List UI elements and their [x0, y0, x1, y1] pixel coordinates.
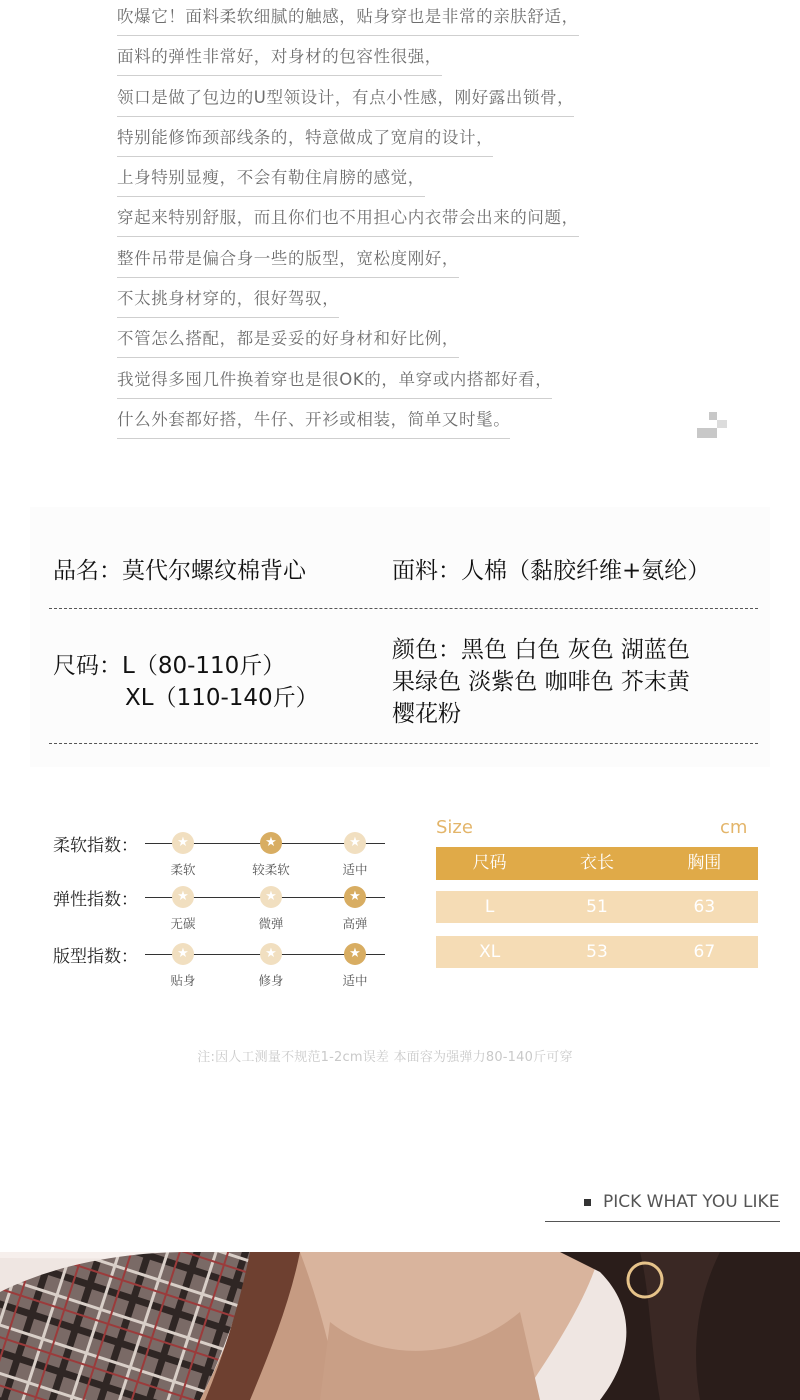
size-table-title: Size	[436, 817, 473, 838]
intro-line: 穿起来特别舒服，而且你们也不用担心内衣带会出来的问题，	[117, 201, 677, 241]
index-option-label: 适中	[342, 862, 368, 877]
square-bullet-icon	[584, 1199, 591, 1206]
table-cell: 67	[693, 942, 716, 962]
intro-line: 上身特别显瘦，不会有勒住肩膀的感觉，	[117, 161, 677, 201]
intro-line: 特别能修饰颈部线条的，特意做成了宽肩的设计，	[117, 121, 677, 161]
star-icon: ★	[344, 943, 366, 965]
intro-description	[117, 0, 677, 443]
table-cell: 53	[586, 942, 608, 962]
measurement-note: 注:因人工测量不规范1-2cm误差 本面容为强弹力80-140斤可穿	[197, 1050, 573, 1065]
index-scale	[53, 889, 393, 942]
size-range-xl: XL（110-140斤）	[125, 685, 319, 711]
index-label: 柔软指数：	[53, 836, 138, 856]
table-header-cell: 尺码	[472, 853, 507, 873]
index-label: 版型指数：	[53, 947, 138, 967]
model-photo	[0, 1252, 800, 1400]
intro-line: 不太挑身材穿的，很好驾驭，	[117, 282, 677, 322]
star-icon: ★	[172, 943, 194, 965]
star-icon: ★	[344, 832, 366, 854]
star-icon: ★	[260, 832, 282, 854]
star-icon: ★	[344, 886, 366, 908]
index-label: 弹性指数：	[53, 890, 138, 910]
intro-line: 面料的弹性非常好，对身材的包容性很强，	[117, 40, 677, 80]
intro-line: 不管怎么搭配，都是妥妥的好身材和好比例，	[117, 322, 677, 362]
star-icon: ★	[260, 943, 282, 965]
size-table-header	[436, 847, 758, 880]
dashed-divider	[49, 608, 758, 609]
intro-line: 整件吊带是偏合身一些的版型，宽松度刚好，	[117, 242, 677, 282]
pick-label: PICK WHAT YOU LIKE	[603, 1192, 780, 1212]
index-option-label: 适中	[342, 973, 368, 988]
table-cell: 63	[693, 897, 716, 917]
table-cell: 51	[586, 897, 608, 917]
table-cell: L	[484, 897, 495, 917]
table-row	[436, 891, 758, 923]
table-header-cell: 衣长	[579, 853, 614, 873]
intro-line: 我觉得多囤几件换着穿也是很OK的，单穿或内搭都好看，	[117, 363, 677, 403]
dashed-divider	[49, 743, 758, 744]
index-scale	[53, 946, 393, 999]
index-option-label: 无碳	[170, 916, 196, 931]
intro-line: 领口是做了包边的U型领设计，有点小性感，刚好露出锁骨，	[117, 81, 677, 121]
model-photo-illustration	[0, 1252, 800, 1400]
color-options-line2: 果绿色 淡紫色 咖啡色 芥末黄	[392, 669, 690, 695]
pixel-decoration-icon	[697, 412, 727, 440]
size-table-unit: cm	[720, 817, 748, 838]
index-option-label: 修身	[258, 973, 284, 988]
star-icon: ★	[172, 886, 194, 908]
table-header-cell: 胸围	[687, 853, 722, 873]
size-range-l: 尺码：L（80-110斤）	[53, 653, 286, 679]
color-options-line1: 颜色：黑色 白色 灰色 湖蓝色	[392, 637, 690, 663]
index-option-label: 高弹	[342, 916, 368, 931]
pick-section-header	[545, 1192, 780, 1222]
star-icon: ★	[172, 832, 194, 854]
product-fabric: 面料：人棉（黏胶纤维+氨纶）	[392, 558, 711, 584]
table-row	[436, 936, 758, 968]
intro-line: 吹爆它！面料柔软细腻的触感，贴身穿也是非常的亲肤舒适，	[117, 0, 677, 40]
index-option-label: 贴身	[170, 973, 196, 988]
index-option-label: 柔软	[170, 862, 196, 877]
index-option-label: 较柔软	[252, 862, 290, 877]
star-icon: ★	[260, 886, 282, 908]
intro-line: 什么外套都好搭，牛仔、开衫或相装，简单又时髦。	[117, 403, 677, 443]
table-cell: XL	[479, 942, 501, 962]
index-option-label: 微弹	[258, 916, 284, 931]
index-scale	[53, 835, 393, 888]
product-name: 品名：莫代尔螺纹棉背心	[53, 558, 306, 584]
color-options-line3: 樱花粉	[392, 701, 461, 727]
